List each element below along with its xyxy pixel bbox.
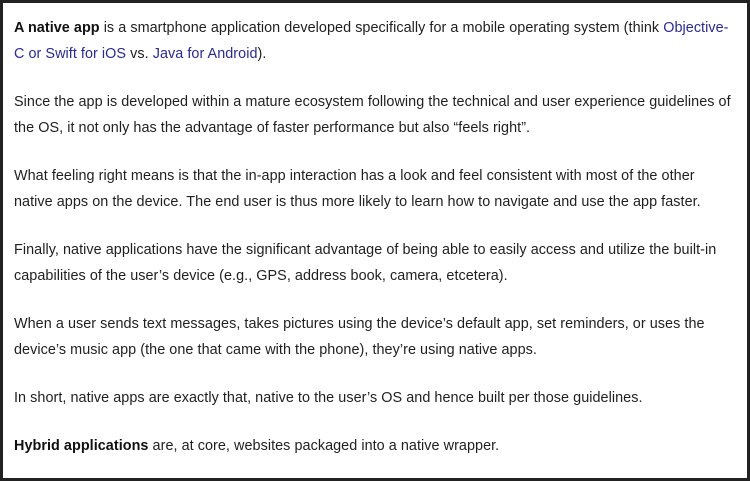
native-app-term: A native app <box>14 20 100 36</box>
paragraph-native-app <box>14 15 736 67</box>
objective-c-swift-link[interactable]: Objective-C or Swift for iOS <box>14 20 729 62</box>
paragraph-feeling-right: What feeling right means is that the in-app interaction has a look and feel consistent with most of the other native apps on the device. The end user is thus more likely to learn how to navigate and use the app faster. <box>14 168 701 210</box>
paragraph-summary: In short, native apps are exactly that, native to the user’s OS and hence built per those guidelines. <box>14 390 643 406</box>
paragraph-hybrid <box>14 433 736 459</box>
paragraph-text: is a smartphone application developed specifically for a mobile operating system (think <box>99 20 664 36</box>
paragraph-text: are, at core, websites packaged into a native wrapper. <box>148 438 500 454</box>
java-android-link[interactable]: Java for Android <box>152 46 258 62</box>
paragraph-ecosystem: Since the app is developed within a mature ecosystem following the technical and user experience guidelines of the OS, it not only has the advantage of faster performance but also “feels right”. <box>14 94 731 136</box>
article-body <box>14 15 736 481</box>
paragraph-text: ). <box>257 46 267 62</box>
paragraph-examples: When a user sends text messages, takes pictures using the device’s default app, set reminders, or uses the device’s music app (the one that came with the phone), they’re using native apps. <box>14 316 705 358</box>
paragraph-text: vs. <box>126 46 153 62</box>
paragraph-capabilities: Finally, native applications have the significant advantage of being able to easily access and utilize the built-in capabilities of the user’s device (e.g., GPS, address book, camera, etcetera). <box>14 242 717 284</box>
hybrid-applications-term: Hybrid applications <box>14 438 149 454</box>
